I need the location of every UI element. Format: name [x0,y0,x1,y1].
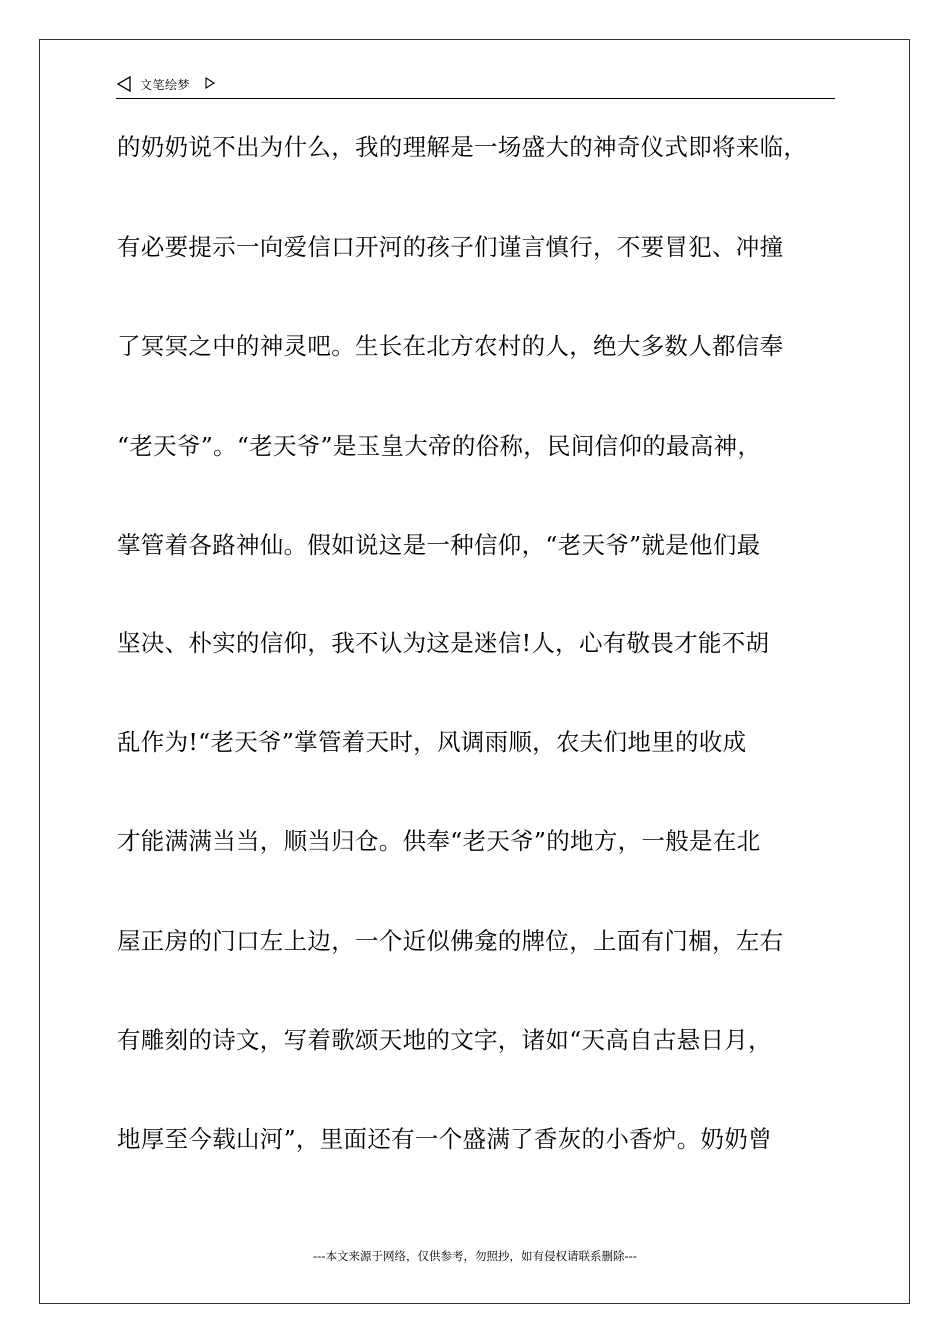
body-text-line: 有必要提示一向爱信口开河的孩子们谨言慎行，不要冒犯、冲撞 [117,233,784,261]
body-text-line: “老天爷”。“老天爷”是玉皇大帝的俗称，民间信仰的最高神， [117,432,762,460]
footer-notice: ---本文来源于网络，仅供参考，勿照抄，如有侵权请联系删除--- [313,1249,637,1263]
body-text-line: 坚决、朴实的信仰，我不认为这是迷信!人，心有敬畏才能不胡 [117,629,770,657]
header-title: 文笔绘梦 [140,78,191,92]
page-header [116,74,835,99]
body-text-line: 屋正房的门口左上边，一个近似佛龛的牌位，上面有门楣，左右 [117,927,784,955]
body-text-line: 的奶奶说不出为什么，我的理解是一场盛大的神奇仪式即将来临， [117,133,808,161]
body-text-line: 了冥冥之中的神灵吧。生长在北方农村的人，绝大多数人都信奉 [117,332,784,360]
body-text-line: 掌管着各路神仙。假如说这是一种信仰，“老天爷”就是他们最 [117,531,761,559]
page-border [39,39,910,1304]
body-text-line: 地厚至今载山河”，里面还有一个盛满了香灰的小香炉。奶奶曾 [117,1125,772,1153]
body-text-line: 才能满满当当，顺当归仓。供奉“老天爷”的地方，一般是在北 [117,827,761,855]
triangle-right-outline-icon [204,77,216,89]
triangle-left-outline-icon [116,76,132,92]
body-text-line: 有雕刻的诗文，写着歌颂天地的文字，诸如“天高自古悬日月， [117,1026,772,1054]
body-text-line: 乱作为!“老天爷”掌管着天时，风调雨顺，农夫们地里的收成 [117,728,747,756]
